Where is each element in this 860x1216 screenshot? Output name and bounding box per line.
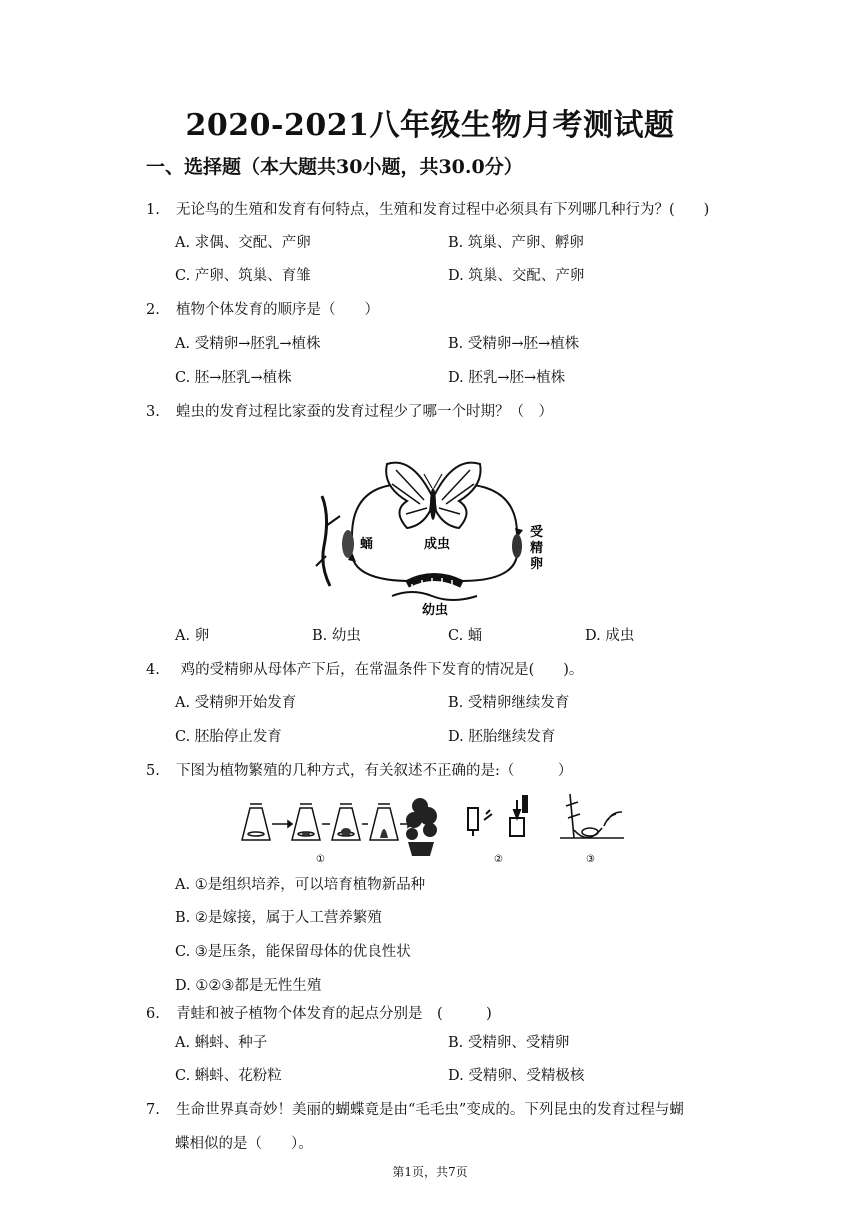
question-text: 青蛙和被子植物个体发育的起点分别是 ( ) bbox=[176, 1006, 492, 1022]
page-title: 2020-2021八年级生物月考测试题 bbox=[185, 108, 675, 143]
option-d: D. 胚胎继续发育 bbox=[448, 729, 556, 745]
question-6 bbox=[146, 1002, 492, 1023]
layering-icon bbox=[560, 794, 624, 838]
question-number: 7. bbox=[146, 1102, 160, 1118]
option-c: C. 胚→胚乳→植株 bbox=[175, 370, 292, 386]
option-c: C. 产卵、筑巢、育雏 bbox=[175, 268, 311, 284]
question-text: 蝗虫的发育过程比家蚕的发育过程少了哪一个时期？（ ） bbox=[176, 404, 553, 420]
page-footer: 第1页，共7页 bbox=[392, 1165, 468, 1179]
question-text: 植物个体发育的顺序是（ ） bbox=[176, 302, 379, 318]
plant-propagation-figure bbox=[230, 790, 640, 866]
option-a: A. 卵 bbox=[175, 628, 210, 644]
question-number: 6. bbox=[146, 1006, 160, 1022]
question-4 bbox=[146, 658, 583, 679]
pupa-icon bbox=[316, 496, 354, 586]
egg-icon bbox=[512, 534, 522, 558]
option-d: D. ①②③都是无性生殖 bbox=[175, 978, 322, 994]
label-egg-3: 卵 bbox=[530, 557, 544, 572]
potted-plant-icon bbox=[406, 798, 437, 856]
question-text: 下图为植物繁殖的几种方式，有关叙述不正确的是:（ ） bbox=[176, 763, 573, 779]
figure-label-2: ② bbox=[494, 854, 503, 865]
option-c: C. ③是压条，能保留母体的优良性状 bbox=[175, 944, 411, 960]
option-b: B. 受精卵继续发育 bbox=[448, 695, 570, 711]
grafting-icon bbox=[468, 796, 527, 836]
option-b: B. ②是嫁接，属于人工营养繁殖 bbox=[175, 910, 382, 926]
section-heading: 一、选择题（本大题共30小题，共30.0分） bbox=[146, 156, 523, 178]
figure-label-3: ③ bbox=[586, 854, 595, 865]
label-adult: 成虫 bbox=[424, 537, 451, 552]
option-a: A. 受精卵→胚乳→植株 bbox=[175, 336, 321, 352]
option-c: C. 蝌蚪、花粉粒 bbox=[175, 1068, 282, 1084]
question-number: 3. bbox=[146, 404, 160, 420]
question-text: 无论鸟的生殖和发育有何特点，生殖和发育过程中必须具有下列哪几种行为？( ) bbox=[176, 202, 710, 218]
option-b: B. 筑巢、产卵、孵卵 bbox=[448, 235, 584, 251]
question-3 bbox=[146, 400, 553, 421]
question-2 bbox=[146, 298, 379, 319]
option-b: B. 幼虫 bbox=[312, 628, 361, 644]
option-b: B. 受精卵、受精卵 bbox=[448, 1035, 570, 1051]
option-d: D. 筑巢、交配、产卵 bbox=[448, 268, 585, 284]
option-c: C. 蛹 bbox=[448, 628, 483, 644]
question-text: 鸡的受精卵从母体产下后，在常温条件下发育的情况是( )。 bbox=[176, 662, 584, 678]
option-c: C. 胚胎停止发育 bbox=[175, 729, 282, 745]
label-larva: 幼虫 bbox=[422, 603, 449, 618]
butterfly-life-cycle-figure bbox=[312, 456, 552, 618]
option-d: D. 成虫 bbox=[585, 628, 635, 644]
butterfly-icon bbox=[386, 463, 480, 528]
question-number: 1. bbox=[146, 202, 160, 218]
label-egg-1: 受 bbox=[530, 525, 544, 540]
question-number: 5. bbox=[146, 763, 160, 779]
question-number: 4. bbox=[146, 662, 160, 678]
question-5 bbox=[146, 759, 572, 780]
question-7 bbox=[146, 1098, 684, 1119]
question-text: 生命世界真奇妙！美丽的蝴蝶竟是由“毛毛虫”变成的。下列昆虫的发育过程与蝴 bbox=[176, 1102, 684, 1118]
option-a: A. 受精卵开始发育 bbox=[175, 695, 297, 711]
question-1 bbox=[146, 198, 709, 219]
option-d: D. 受精卵、受精极核 bbox=[448, 1068, 585, 1084]
option-a: A. 蝌蚪、种子 bbox=[175, 1035, 268, 1051]
label-pupa: 蛹 bbox=[360, 537, 374, 552]
label-egg-2: 精 bbox=[530, 541, 544, 556]
question-text-continued: 蝶相似的是（ ）。 bbox=[175, 1136, 313, 1152]
option-b: B. 受精卵→胚→植株 bbox=[448, 336, 580, 352]
option-d: D. 胚乳→胚→植株 bbox=[448, 370, 566, 386]
question-number: 2. bbox=[146, 302, 160, 318]
option-a: A. ①是组织培养，可以培育植物新品种 bbox=[175, 877, 426, 893]
option-a: A. 求偶、交配、产卵 bbox=[175, 235, 311, 251]
figure-label-1: ① bbox=[316, 854, 325, 865]
